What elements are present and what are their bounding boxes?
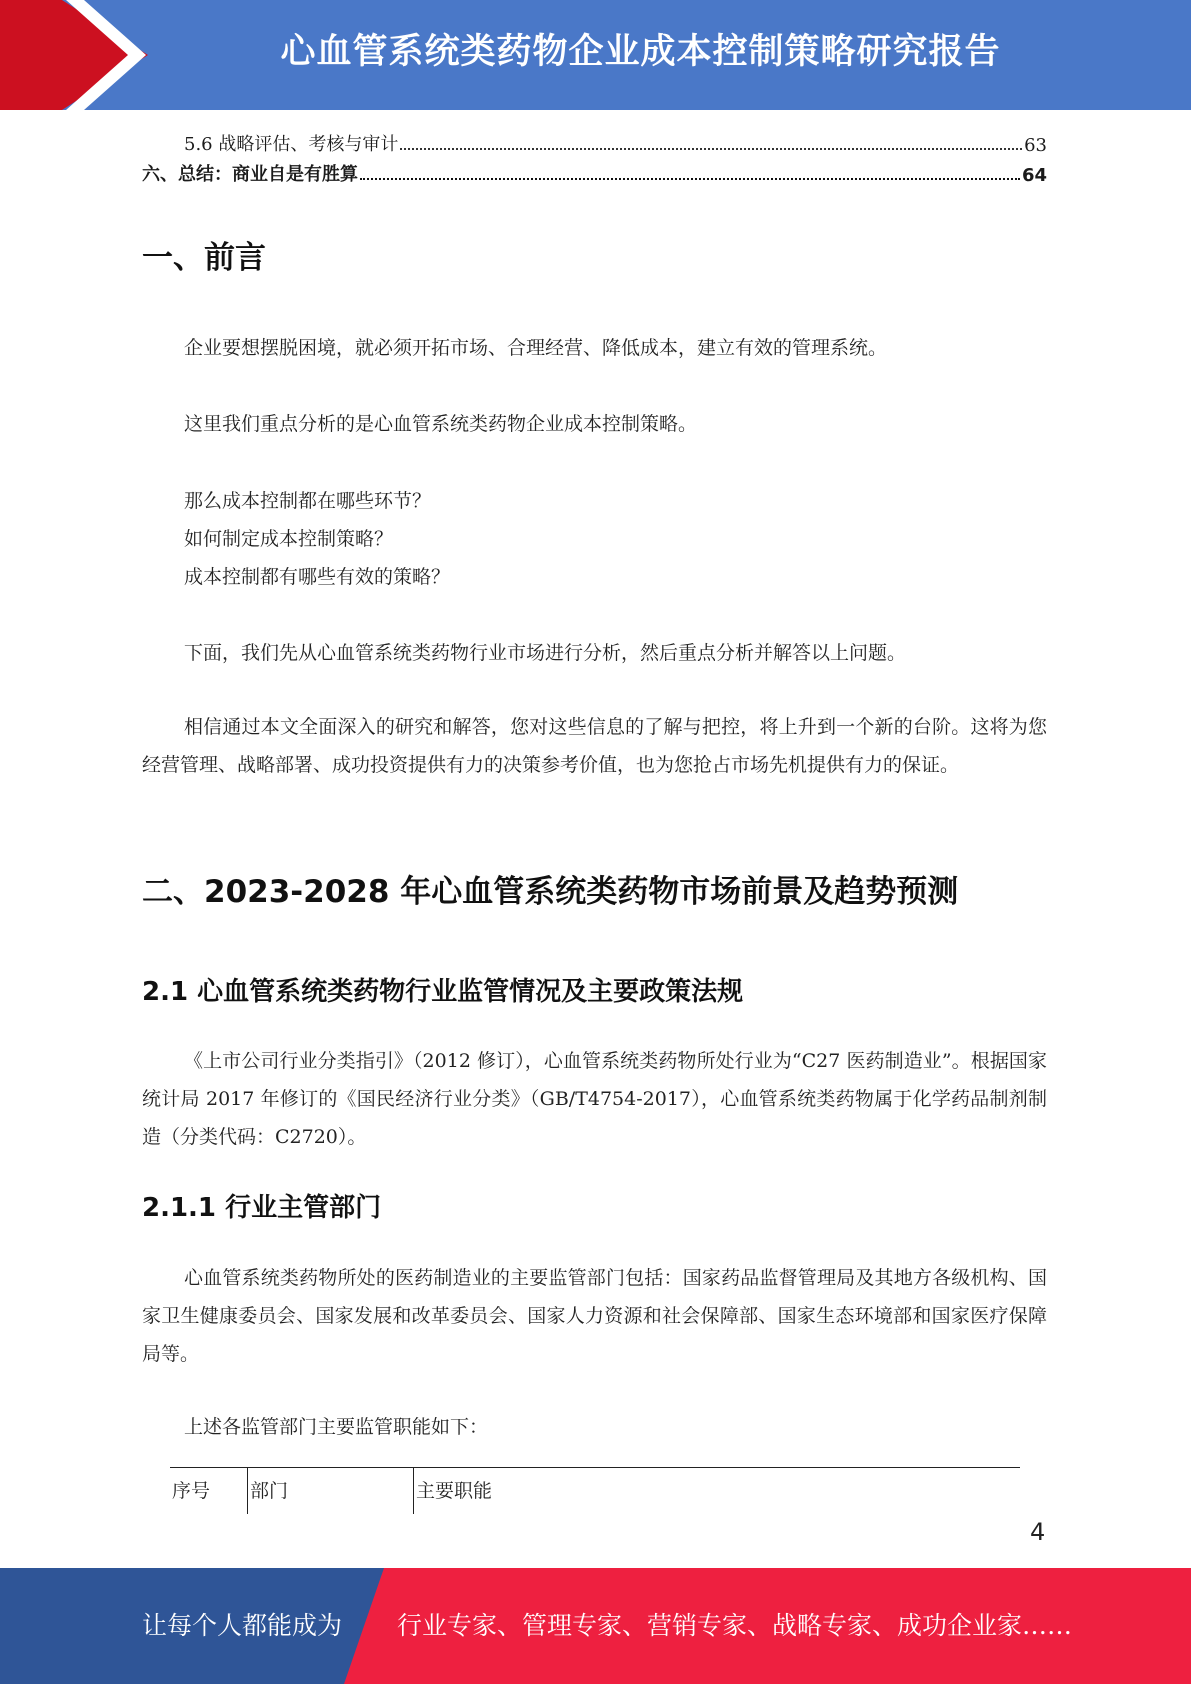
page-number: 4 <box>1030 1518 1046 1546</box>
table-header-functions: 主要职能 <box>413 1468 492 1514</box>
preface-paragraph-1: 企业要想摆脱困境，就必须开拓市场、合理经营、降低成本，建立有效的管理系统。 <box>184 337 888 359</box>
toc-entry-page: 63 <box>1024 135 1047 156</box>
subsection-2-1-1-paragraph: 心血管系统类药物所处的医药制造业的主要监管部门包括：国家药品监督管理局及其地方各级机构、国家卫生健康委员会、国家发展和改革委员会、国家人力资源和社会保障部、国家生态环境部和国家医疗保障局等。 <box>142 1267 1047 1365</box>
table-header-department: 部门 <box>247 1468 417 1514</box>
toc-leader-dots <box>400 148 1022 150</box>
header-banner <box>0 0 1191 110</box>
section-heading-preface: 一、前言 <box>142 240 266 276</box>
footer-slogan-right: 行业专家、管理专家、营销专家、战略专家、成功企业家…… <box>397 1611 1073 1640</box>
preface-question-2: 如何制定成本控制策略？ <box>184 528 394 550</box>
subsection-heading-2-1: 2.1 心血管系统类药物行业监管情况及主要政策法规 <box>142 977 744 1007</box>
subsection-2-1-1-intro: 上述各监管部门主要监管职能如下： <box>184 1416 489 1438</box>
toc-entry-label: 5.6 战略评估、考核与审计 <box>184 134 399 155</box>
table-header-row <box>170 1468 1020 1514</box>
toc-entry-6[interactable] <box>142 160 1047 186</box>
footer-banner <box>0 1568 1191 1684</box>
preface-paragraph-2: 这里我们重点分析的是心血管系统类药物企业成本控制策略。 <box>184 413 698 435</box>
subsection-heading-2-1-1: 2.1.1 行业主管部门 <box>142 1193 382 1223</box>
section-heading-forecast: 二、2023-2028 年心血管系统类药物市场前景及趋势预测 <box>142 874 959 910</box>
toc-entry-label: 六、总结：商业自是有胜算 <box>142 164 358 185</box>
toc-entry-5-6[interactable] <box>184 130 1047 156</box>
preface-paragraph-4: 相信通过本文全面深入的研究和解答，您对这些信息的了解与把控，将上升到一个新的台阶。这将为您经营管理、战略部署、成功投资提供有力的决策参考价值，也为您抢占市场先机提供有力的保证。 <box>142 716 1047 776</box>
subsection-2-1-paragraph: 《上市公司行业分类指引》（2012 修订），心血管系统类药物所处行业为“C27 医药制造业”。根据国家统计局 2017 年修订的《国民经济行业分类》（GB/T4754-2017），心血管系统类药物属于化学药品制剂制造（分类代码：C2720）。 <box>142 1050 1047 1148</box>
table-header-index: 序号 <box>172 1480 211 1502</box>
toc-leader-dots <box>360 178 1020 180</box>
preface-question-3: 成本控制都有哪些有效的策略？ <box>184 566 451 588</box>
preface-question-1: 那么成本控制都在哪些环节？ <box>184 490 432 512</box>
report-title: 心血管系统类药物企业成本控制策略研究报告 <box>280 32 1001 72</box>
toc-entry-page: 64 <box>1021 165 1047 186</box>
footer-slogan-left: 让每个人都能成为 <box>142 1611 343 1640</box>
preface-paragraph-3: 下面，我们先从心血管系统类药物行业市场进行分析，然后重点分析并解答以上问题。 <box>184 642 907 664</box>
